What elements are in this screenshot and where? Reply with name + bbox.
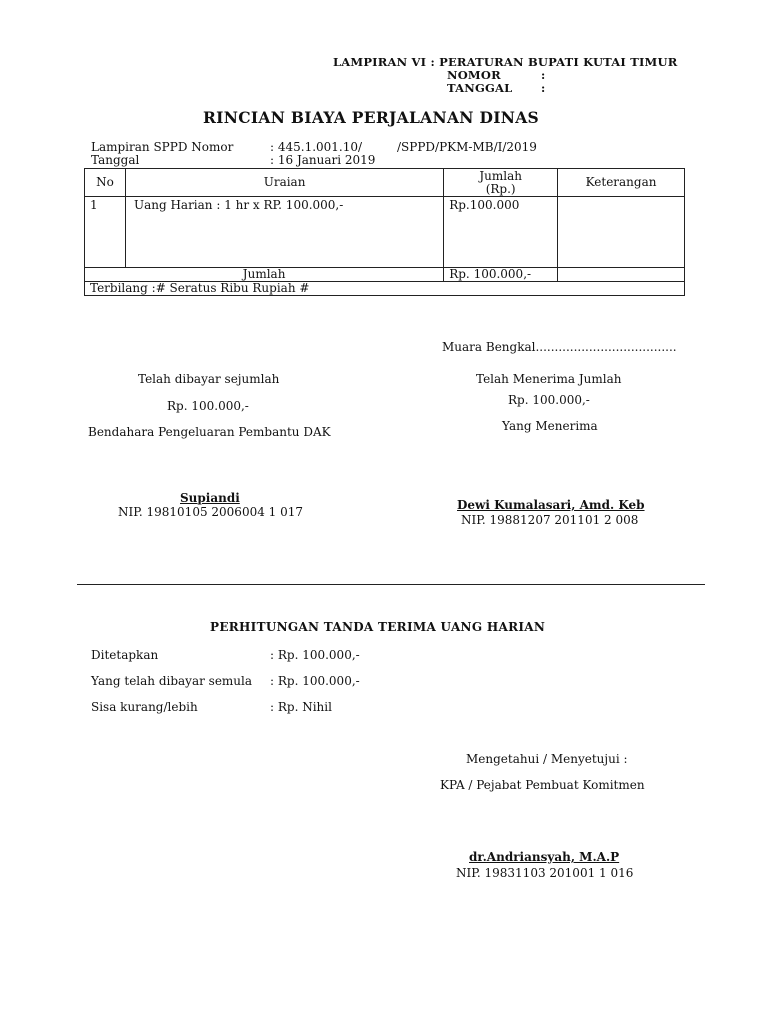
sppd-tanggal-label: Tanggal bbox=[91, 153, 140, 167]
left-signer-name: Supiandi bbox=[180, 491, 240, 505]
document-title: RINCIAN BIAYA PERJALANAN DINAS bbox=[203, 108, 540, 127]
header-no: No bbox=[85, 169, 126, 197]
total-label: Jumlah bbox=[85, 268, 444, 282]
nomor-label: NOMOR bbox=[447, 68, 501, 82]
sisa-value: : Rp. Nihil bbox=[270, 700, 332, 714]
cell-no: 1 bbox=[85, 197, 126, 268]
terbilang-text: Terbilang :# Seratus Ribu Rupiah # bbox=[85, 282, 685, 296]
place-date: Muara Bengkal..................................... bbox=[442, 340, 677, 354]
left-signer-nip: NIP. 19810105 2006004 1 017 bbox=[118, 505, 304, 519]
right-amount: Rp. 100.000,- bbox=[508, 393, 590, 407]
ditetapkan-label: Ditetapkan bbox=[91, 648, 159, 662]
total-value: Rp. 100.000,- bbox=[444, 268, 558, 282]
dibayar-semula-value: : Rp. 100.000,- bbox=[270, 674, 360, 688]
sppd-nomor-suffix: /SPPD/PKM-MB/I/2019 bbox=[397, 140, 537, 154]
perhitungan-title: PERHITUNGAN TANDA TERIMA UANG HARIAN bbox=[210, 620, 546, 634]
cell-keterangan bbox=[558, 197, 685, 268]
ditetapkan-value: : Rp. 100.000,- bbox=[270, 648, 360, 662]
right-signer-nip: NIP. 19881207 201101 2 008 bbox=[461, 513, 639, 527]
table-header-row bbox=[85, 169, 685, 197]
section-divider bbox=[77, 584, 705, 585]
header-jumlah bbox=[444, 169, 558, 197]
header-uraian: Uraian bbox=[125, 169, 443, 197]
approver-name: dr.Andriansyah, M.A.P bbox=[469, 850, 620, 864]
sppd-nomor-value: : 445.1.001.10/ bbox=[270, 140, 363, 154]
sppd-tanggal-value: : 16 Januari 2019 bbox=[270, 153, 376, 167]
approval-line2: KPA / Pejabat Pembuat Komitmen bbox=[440, 778, 645, 792]
right-role: Yang Menerima bbox=[502, 419, 598, 433]
sisa-label: Sisa kurang/lebih bbox=[91, 700, 198, 714]
total-row bbox=[85, 268, 685, 282]
cell-jumlah: Rp.100.000 bbox=[444, 197, 558, 268]
left-paid-label: Telah dibayar sejumlah bbox=[138, 372, 280, 386]
approval-line1: Mengetahui / Menyetujui : bbox=[466, 752, 628, 766]
header-jumlah-line1: Jumlah bbox=[479, 168, 522, 183]
tanggal-colon: : bbox=[541, 81, 546, 95]
approver-nip: NIP. 19831103 201001 1 016 bbox=[456, 866, 634, 880]
header-jumlah-line2: (Rp.) bbox=[485, 181, 516, 196]
terbilang-row bbox=[85, 282, 685, 296]
table-row bbox=[85, 197, 685, 268]
right-received-label: Telah Menerima Jumlah bbox=[476, 372, 622, 386]
lampiran-header: LAMPIRAN VI : PERATURAN BUPATI KUTAI TIMUR bbox=[333, 55, 678, 69]
dibayar-semula-label: Yang telah dibayar semula bbox=[91, 674, 253, 688]
rincian-table bbox=[84, 168, 685, 296]
tanggal-label: TANGGAL bbox=[447, 81, 513, 95]
nomor-colon: : bbox=[541, 68, 546, 82]
left-amount: Rp. 100.000,- bbox=[167, 399, 249, 413]
sppd-nomor-label: Lampiran SPPD Nomor bbox=[91, 140, 234, 154]
total-keterangan bbox=[558, 268, 685, 282]
left-role: Bendahara Pengeluaran Pembantu DAK bbox=[88, 425, 331, 439]
cell-uraian: Uang Harian : 1 hr x RP. 100.000,- bbox=[125, 197, 443, 268]
header-keterangan: Keterangan bbox=[558, 169, 685, 197]
right-signer-name: Dewi Kumalasari, Amd. Keb bbox=[457, 498, 645, 512]
